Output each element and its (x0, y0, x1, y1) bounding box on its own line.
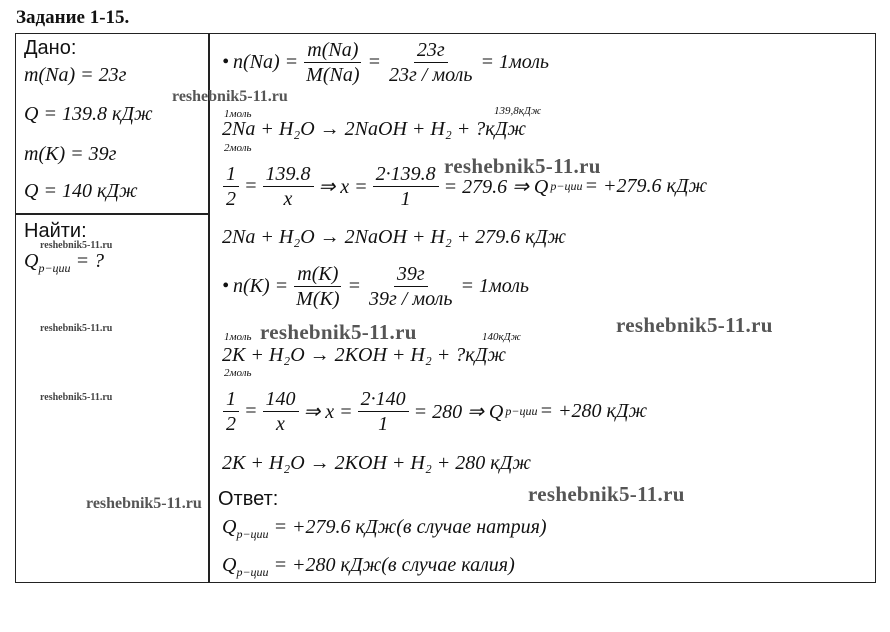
sodium-above-left: 1моль (224, 108, 252, 120)
watermark: reshebnik5-11.ru (528, 482, 685, 506)
potassium-reaction-unknown: 2K + H₂O → 2KOH + H₂ + ?кДж (222, 344, 506, 366)
given-label: Дано: (24, 37, 77, 59)
given-find-divider (15, 213, 209, 215)
answer-sodium: $Q_{р-ции} = +279.6$ кДж(в случае натрия) (222, 516, 547, 541)
sodium-proportion: $\frac{1}{2}$ = $\frac{139.8}{x}$ ⇒ x = $\frac{2\cdot 139.8}{1}$ = 279.6 ⇒ Q р−ции = +279.6 кДж (220, 162, 709, 211)
answer-label: Ответ: (218, 488, 279, 510)
watermark: reshebnik5-11.ru (40, 392, 113, 403)
given-mass-k: m(K) = 39г (24, 143, 117, 165)
watermark: reshebnik5-11.ru (40, 240, 113, 251)
potassium-below-left: 2моль (224, 367, 252, 379)
given-heat-na: Q = 139.8 кДж (24, 103, 153, 125)
watermark: reshebnik5-11.ru (444, 154, 601, 178)
sodium-reaction-unknown: 2Na + H₂O → 2NaOH + H₂ + ?кДж (222, 118, 526, 140)
given-mass-na: m(Na) = 23г (24, 64, 127, 86)
sodium-reaction-final: 2Na + H₂O → 2NaOH + H₂ + 279.6 кДж (222, 226, 566, 248)
sodium-above-right: 139,8кДж (494, 105, 542, 117)
answer-potassium: $Q_{р-ции} = +280$ кДж(в случае калия) (222, 554, 515, 579)
potassium-reaction-final: 2K + H₂O → 2KOH + H₂ + 280 кДж (222, 452, 531, 474)
given-heat-k: Q = 140 кДж (24, 180, 138, 202)
watermark: reshebnik5-11.ru (616, 313, 773, 337)
page-title: Задание 1-15. (16, 7, 130, 28)
potassium-above-right: 140кДж (482, 331, 521, 343)
watermark: reshebnik5-11.ru (260, 320, 417, 344)
potassium-above-left: 1моль (224, 331, 252, 343)
sodium-below-left: 2моль (224, 142, 252, 154)
find-q: $Q_{р-ции}$ = ? (24, 250, 105, 275)
potassium-moles-equation: • n(K) = $\frac{m(K)}{M(K)}$ = $\frac{39г}{\text{39г / моль}}$ = 1моль (222, 263, 530, 310)
find-label: Найти: (24, 220, 87, 242)
watermark: reshebnik5-11.ru (172, 88, 288, 105)
column-divider (208, 33, 210, 583)
watermark: reshebnik5-11.ru (86, 495, 202, 512)
potassium-proportion: $\frac{1}{2}$ = $\frac{140}{x}$ ⇒ x = $\frac{2\cdot 140}{1}$ = 280 ⇒ Q р−ции = +280 кДж (220, 387, 649, 436)
watermark: reshebnik5-11.ru (40, 323, 113, 334)
sodium-moles-equation: • n(Na) = $\frac{m(Na)}{M(Na)}$ = $\frac{23г}{\text{23г / моль}}$ = 1моль (222, 39, 550, 86)
